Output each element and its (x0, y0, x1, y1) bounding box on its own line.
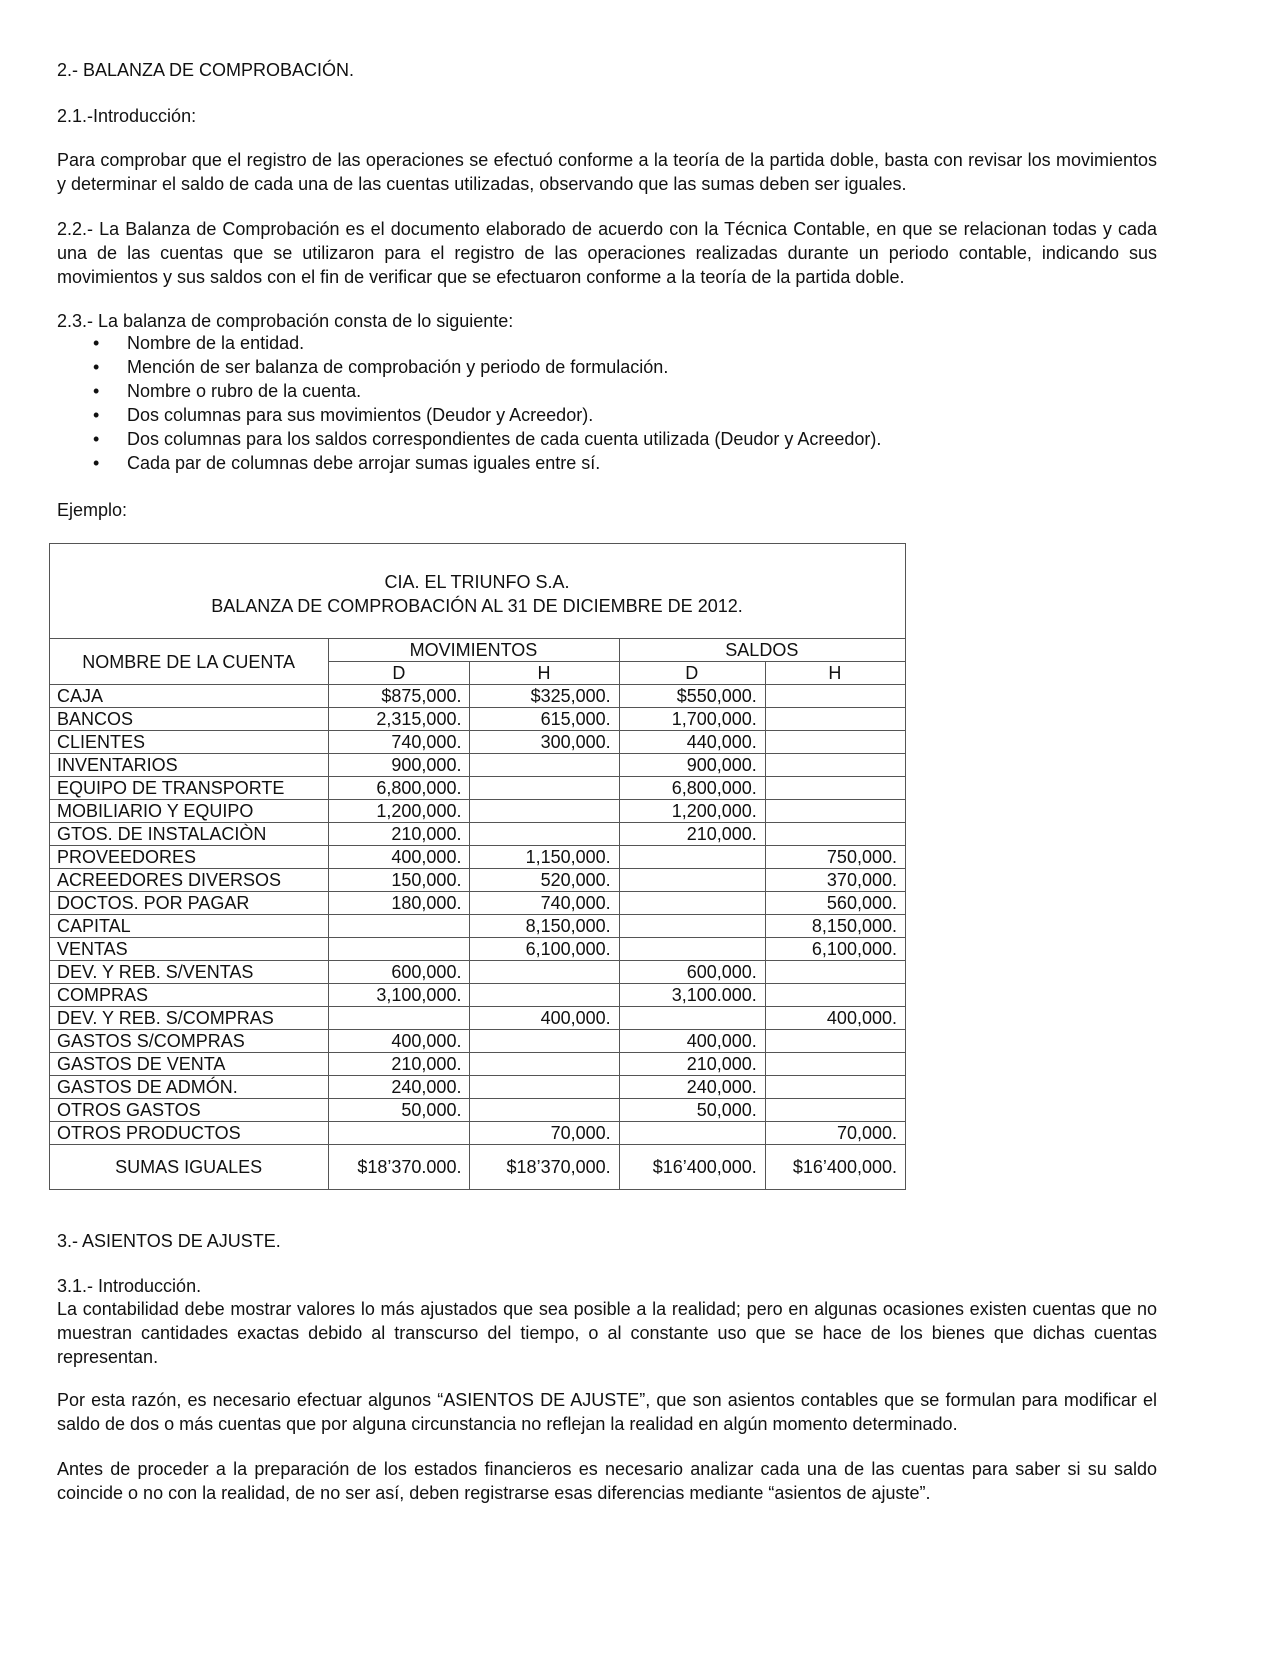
saldo-credit (765, 961, 905, 984)
account-name: CAPITAL (50, 915, 329, 938)
saldo-debit: 50,000. (619, 1099, 765, 1122)
mov-debit: 740,000. (329, 731, 470, 754)
saldo-debit (619, 915, 765, 938)
mov-credit: 400,000. (470, 1007, 619, 1030)
account-name: GASTOS S/COMPRAS (50, 1030, 329, 1053)
account-name: OTROS PRODUCTOS (50, 1122, 329, 1145)
saldo-debit: 210,000. (619, 823, 765, 846)
mov-credit (470, 777, 619, 800)
account-name: ACREEDORES DIVERSOS (50, 869, 329, 892)
mov-debit: 1,200,000. (329, 800, 470, 823)
mov-debit: 400,000. (329, 846, 470, 869)
saldo-debit (619, 892, 765, 915)
saldo-credit (765, 731, 905, 754)
saldo-credit (765, 984, 905, 1007)
paragraph: Antes de proceder a la preparación de los estados financieros es necesario analizar cada una de las cuentas para saber si su saldo coincide o no con la realidad, de no ser así, deben registrarse esas diferencias mediante “asientos de ajuste”. (57, 1459, 1157, 1503)
mov-debit: 6,800,000. (329, 777, 470, 800)
saldo-credit: 8,150,000. (765, 915, 905, 938)
table-row (50, 1007, 906, 1030)
table-row (50, 754, 906, 777)
table-row (50, 984, 906, 1007)
list-item: • Dos columnas para sus movimientos (Deudor y Acreedor). (57, 403, 881, 427)
saldo-debit (619, 869, 765, 892)
paragraph: Por esta razón, es necesario efectuar algunos “ASIENTOS DE AJUSTE”, que son asientos contables que se formulan para modificar el saldo de dos o más cuentas que por alguna circunstancia no reflejan la realidad en algún momento determinado. (57, 1390, 1157, 1434)
table-row (50, 915, 906, 938)
table-row (50, 800, 906, 823)
saldo-credit: 400,000. (765, 1007, 905, 1030)
col-header-sal-d: D (619, 662, 765, 685)
saldo-credit (765, 754, 905, 777)
col-group-saldos: SALDOS (619, 639, 905, 662)
account-name: OTROS GASTOS (50, 1099, 329, 1122)
account-name: CAJA (50, 685, 329, 708)
saldo-credit: 560,000. (765, 892, 905, 915)
mov-credit: 8,150,000. (470, 915, 619, 938)
saldo-debit: 400,000. (619, 1030, 765, 1053)
mov-credit (470, 1053, 619, 1076)
saldo-credit (765, 823, 905, 846)
saldo-debit: 240,000. (619, 1076, 765, 1099)
account-name: DEV. Y REB. S/COMPRAS (50, 1007, 329, 1030)
mov-debit: 3,100,000. (329, 984, 470, 1007)
mov-debit: 180,000. (329, 892, 470, 915)
account-name: BANCOS (50, 708, 329, 731)
table-row (50, 892, 906, 915)
col-header-mov-d: D (329, 662, 470, 685)
saldo-credit (765, 777, 905, 800)
table-row (50, 823, 906, 846)
saldo-debit: 3,100.000. (619, 984, 765, 1007)
saldo-debit: 1,700,000. (619, 708, 765, 731)
bullet-list (57, 331, 881, 475)
total-sal-d: $16’400,000. (619, 1145, 765, 1190)
saldo-credit (765, 1099, 905, 1122)
mov-credit: 1,150,000. (470, 846, 619, 869)
mov-debit: 240,000. (329, 1076, 470, 1099)
section-heading: 3.- ASIENTOS DE AJUSTE. (57, 1231, 281, 1251)
saldo-debit: 440,000. (619, 731, 765, 754)
mov-credit (470, 754, 619, 777)
account-name: GASTOS DE VENTA (50, 1053, 329, 1076)
mov-credit: 740,000. (470, 892, 619, 915)
mov-credit: 615,000. (470, 708, 619, 731)
saldo-credit (765, 1076, 905, 1099)
account-name: PROVEEDORES (50, 846, 329, 869)
table-row (50, 685, 906, 708)
mov-debit: 210,000. (329, 1053, 470, 1076)
saldo-debit: 600,000. (619, 961, 765, 984)
account-name: CLIENTES (50, 731, 329, 754)
saldo-debit (619, 846, 765, 869)
account-name: INVENTARIOS (50, 754, 329, 777)
saldo-debit: 210,000. (619, 1053, 765, 1076)
total-sal-h: $16’400,000. (765, 1145, 905, 1190)
mov-credit (470, 961, 619, 984)
table-row (50, 1030, 906, 1053)
mov-credit: 70,000. (470, 1122, 619, 1145)
mov-debit (329, 938, 470, 961)
totals-label: SUMAS IGUALES (50, 1145, 329, 1190)
mov-debit: 2,315,000. (329, 708, 470, 731)
trial-balance-table (49, 543, 906, 1190)
mov-debit: 50,000. (329, 1099, 470, 1122)
section-heading: 2.- BALANZA DE COMPROBACIÓN. (57, 60, 355, 80)
mov-credit (470, 1099, 619, 1122)
subsection-heading: 2.1.-Introducción: (57, 106, 197, 126)
account-name: DOCTOS. POR PAGAR (50, 892, 329, 915)
list-item: • Nombre de la entidad. (57, 331, 881, 355)
saldo-debit: 6,800,000. (619, 777, 765, 800)
saldo-credit: 370,000. (765, 869, 905, 892)
saldo-credit (765, 800, 905, 823)
subsection-heading: 3.1.- Introducción. (57, 1276, 202, 1296)
mov-debit (329, 1122, 470, 1145)
mov-credit (470, 823, 619, 846)
mov-credit: 6,100,000. (470, 938, 619, 961)
table-row (50, 1053, 906, 1076)
totals-row (50, 1145, 906, 1190)
account-name: GASTOS DE ADMÓN. (50, 1076, 329, 1099)
mov-debit: 600,000. (329, 961, 470, 984)
table-row (50, 938, 906, 961)
account-name: GTOS. DE INSTALACIÒN (50, 823, 329, 846)
saldo-debit: 1,200,000. (619, 800, 765, 823)
mov-debit: 210,000. (329, 823, 470, 846)
saldo-credit: 70,000. (765, 1122, 905, 1145)
saldo-credit (765, 708, 905, 731)
mov-debit (329, 915, 470, 938)
table-row (50, 869, 906, 892)
mov-debit: $875,000. (329, 685, 470, 708)
account-name: EQUIPO DE TRANSPORTE (50, 777, 329, 800)
saldo-debit (619, 1007, 765, 1030)
mov-debit: 150,000. (329, 869, 470, 892)
paragraph: 2.2.- La Balanza de Comprobación es el documento elaborado de acuerdo con la Técnica Contable, en que se relacionan todas y cada una de las cuentas que se utilizaron para el registro de las operaciones realizadas durante un periodo contable, indicando sus movimientos y sus saldos con el fin de verificar que se efectuaron conforme a la teoría de la partida doble. (57, 219, 1157, 287)
saldo-credit (765, 1053, 905, 1076)
account-name: MOBILIARIO Y EQUIPO (50, 800, 329, 823)
table-title (50, 544, 906, 639)
company-name: CIA. EL TRIUNFO S.A. (384, 572, 570, 592)
account-name: DEV. Y REB. S/VENTAS (50, 961, 329, 984)
saldo-debit: $550,000. (619, 685, 765, 708)
total-mov-h: $18’370,000. (470, 1145, 619, 1190)
col-header-mov-h: H (470, 662, 619, 685)
table-row (50, 731, 906, 754)
col-group-movimientos: MOVIMIENTOS (329, 639, 619, 662)
table-row (50, 961, 906, 984)
col-header-name: NOMBRE DE LA CUENTA (50, 639, 329, 685)
table-row (50, 1122, 906, 1145)
mov-credit: $325,000. (470, 685, 619, 708)
saldo-credit (765, 685, 905, 708)
mov-credit (470, 800, 619, 823)
list-item: • Dos columnas para los saldos correspondientes de cada cuenta utilizada (Deudor y Acreedor). (57, 427, 881, 451)
mov-credit: 520,000. (470, 869, 619, 892)
paragraph: Para comprobar que el registro de las operaciones se efectuó conforme a la teoría de la partida doble, basta con revisar los movimientos y determinar el saldo de cada una de las cuentas utilizadas, observando que las sumas deben ser iguales. (57, 150, 1157, 194)
list-item: • Mención de ser balanza de comprobación y periodo de formulación. (57, 355, 881, 379)
mov-debit (329, 1007, 470, 1030)
paragraph: La contabilidad debe mostrar valores lo más ajustados que sea posible a la realidad; pero en algunas ocasiones existen cuentas que no muestran cantidades exactas debido al transcurso del tiempo, o al constante uso que se hace de los bienes que dichas cuentas representan. (57, 1299, 1157, 1367)
list-heading: 2.3.- La balanza de comprobación consta de lo siguiente: (57, 311, 514, 331)
list-item: • Cada par de columnas debe arrojar sumas iguales entre sí. (57, 451, 881, 475)
saldo-debit: 900,000. (619, 754, 765, 777)
saldo-credit: 750,000. (765, 846, 905, 869)
mov-credit (470, 1030, 619, 1053)
list-item: • Nombre o rubro de la cuenta. (57, 379, 881, 403)
mov-debit: 900,000. (329, 754, 470, 777)
table-row (50, 1099, 906, 1122)
mov-debit: 400,000. (329, 1030, 470, 1053)
saldo-credit (765, 1030, 905, 1053)
mov-credit: 300,000. (470, 731, 619, 754)
account-name: VENTAS (50, 938, 329, 961)
col-header-sal-h: H (765, 662, 905, 685)
table-row (50, 846, 906, 869)
example-label: Ejemplo: (57, 500, 128, 520)
account-name: COMPRAS (50, 984, 329, 1007)
mov-credit (470, 1076, 619, 1099)
table-row (50, 1076, 906, 1099)
total-mov-d: $18’370.000. (329, 1145, 470, 1190)
mov-credit (470, 984, 619, 1007)
table-row (50, 777, 906, 800)
table-row (50, 708, 906, 731)
balance-title: BALANZA DE COMPROBACIÓN AL 31 DE DICIEMBRE DE 2012. (211, 596, 743, 616)
saldo-credit: 6,100,000. (765, 938, 905, 961)
saldo-debit (619, 938, 765, 961)
saldo-debit (619, 1122, 765, 1145)
